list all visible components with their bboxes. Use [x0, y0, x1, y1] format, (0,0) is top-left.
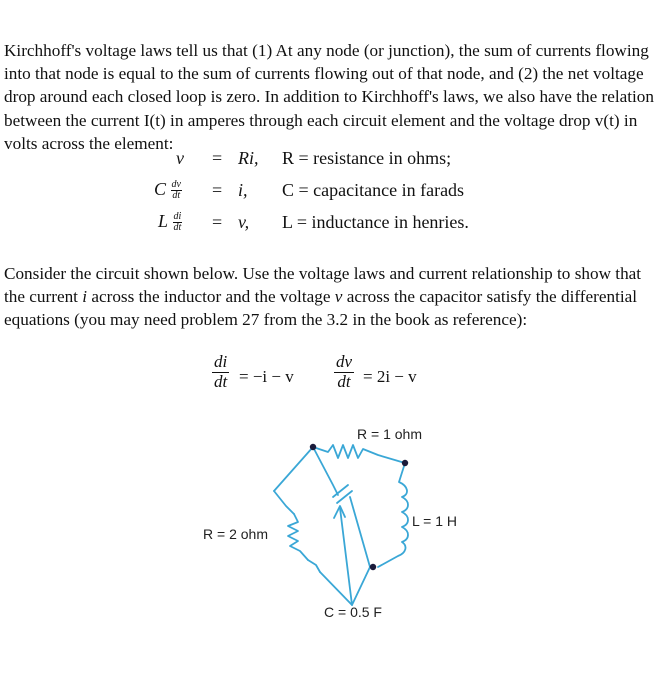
task-text-1: Consider the circuit shown below. Use the voltage laws and current relationship to show that the current	[4, 264, 642, 307]
r2-den: dt	[172, 190, 181, 202]
resistor-left	[288, 514, 308, 560]
eq2-rhs: = 2i − v	[363, 367, 417, 386]
eq2-den: dt	[337, 372, 351, 391]
r3-desc: L = inductance in henries.	[282, 212, 469, 232]
task-v: v	[334, 287, 343, 307]
resistor-top	[313, 445, 405, 463]
wire-top-left	[274, 447, 313, 491]
capacitor-arrowhead	[334, 506, 345, 518]
capacitor-arrow	[340, 508, 352, 605]
label-inductor: L = 1 H	[412, 513, 458, 529]
task-text-3: across the capacitor satisfy the differential equations (you may need problem 27 from the 3.2 in the book as reference):	[4, 287, 638, 330]
node-top	[310, 444, 316, 450]
eq1-rhs: = −i − v	[239, 367, 294, 386]
r3-rhs: v,	[238, 212, 250, 232]
task-i: i	[82, 287, 88, 307]
wire-left-down	[274, 491, 294, 514]
eq1-num: di	[214, 352, 228, 371]
r2-eq: =	[212, 180, 223, 200]
r1-rhs: Ri,	[238, 148, 259, 168]
wire-bottom	[320, 567, 370, 605]
label-r-left: R = 2 ohm	[203, 526, 268, 542]
node-right	[402, 460, 408, 466]
r2-rhs: i,	[238, 180, 248, 200]
r2-coef: C	[154, 179, 167, 199]
r1-desc: R = resistance in ohms;	[282, 148, 452, 168]
wire-bottom-left	[308, 560, 320, 572]
wire-cap-right	[350, 497, 370, 567]
label-r-top: R = 1 ohm	[357, 426, 422, 442]
r2-desc: C = capacitance in farads	[282, 180, 465, 200]
r3-eq: =	[212, 212, 223, 232]
r1-lhs: v	[176, 148, 184, 168]
task-text-2: across the inductor and the voltage	[87, 287, 335, 307]
r3-num: di	[173, 211, 182, 223]
wire-cap-left	[313, 447, 338, 495]
r3-coef: L	[158, 211, 169, 231]
intro-text: Kirchhoff's voltage laws tell us that (1) At any node (or junction), the sum of currents flowing into that node is equal to the sum of currents flowing out of that node, and (2) the net voltage drop around each closed loop is zero. In addition to Kirchhoff's laws, we also have the relation between the current I(t) in amperes through each circuit element and the voltage drop v(t) in volts across the element:	[4, 41, 654, 153]
eq1-den: dt	[214, 372, 228, 391]
r2-num: dv	[171, 179, 181, 191]
r1-eq-sign: =	[212, 148, 223, 168]
eq2-num: dv	[336, 352, 353, 371]
label-capacitor: C = 0.5 F	[324, 604, 382, 620]
inductor-coil	[378, 463, 408, 567]
r3-den: dt	[173, 222, 182, 234]
node-bottom	[370, 564, 376, 570]
